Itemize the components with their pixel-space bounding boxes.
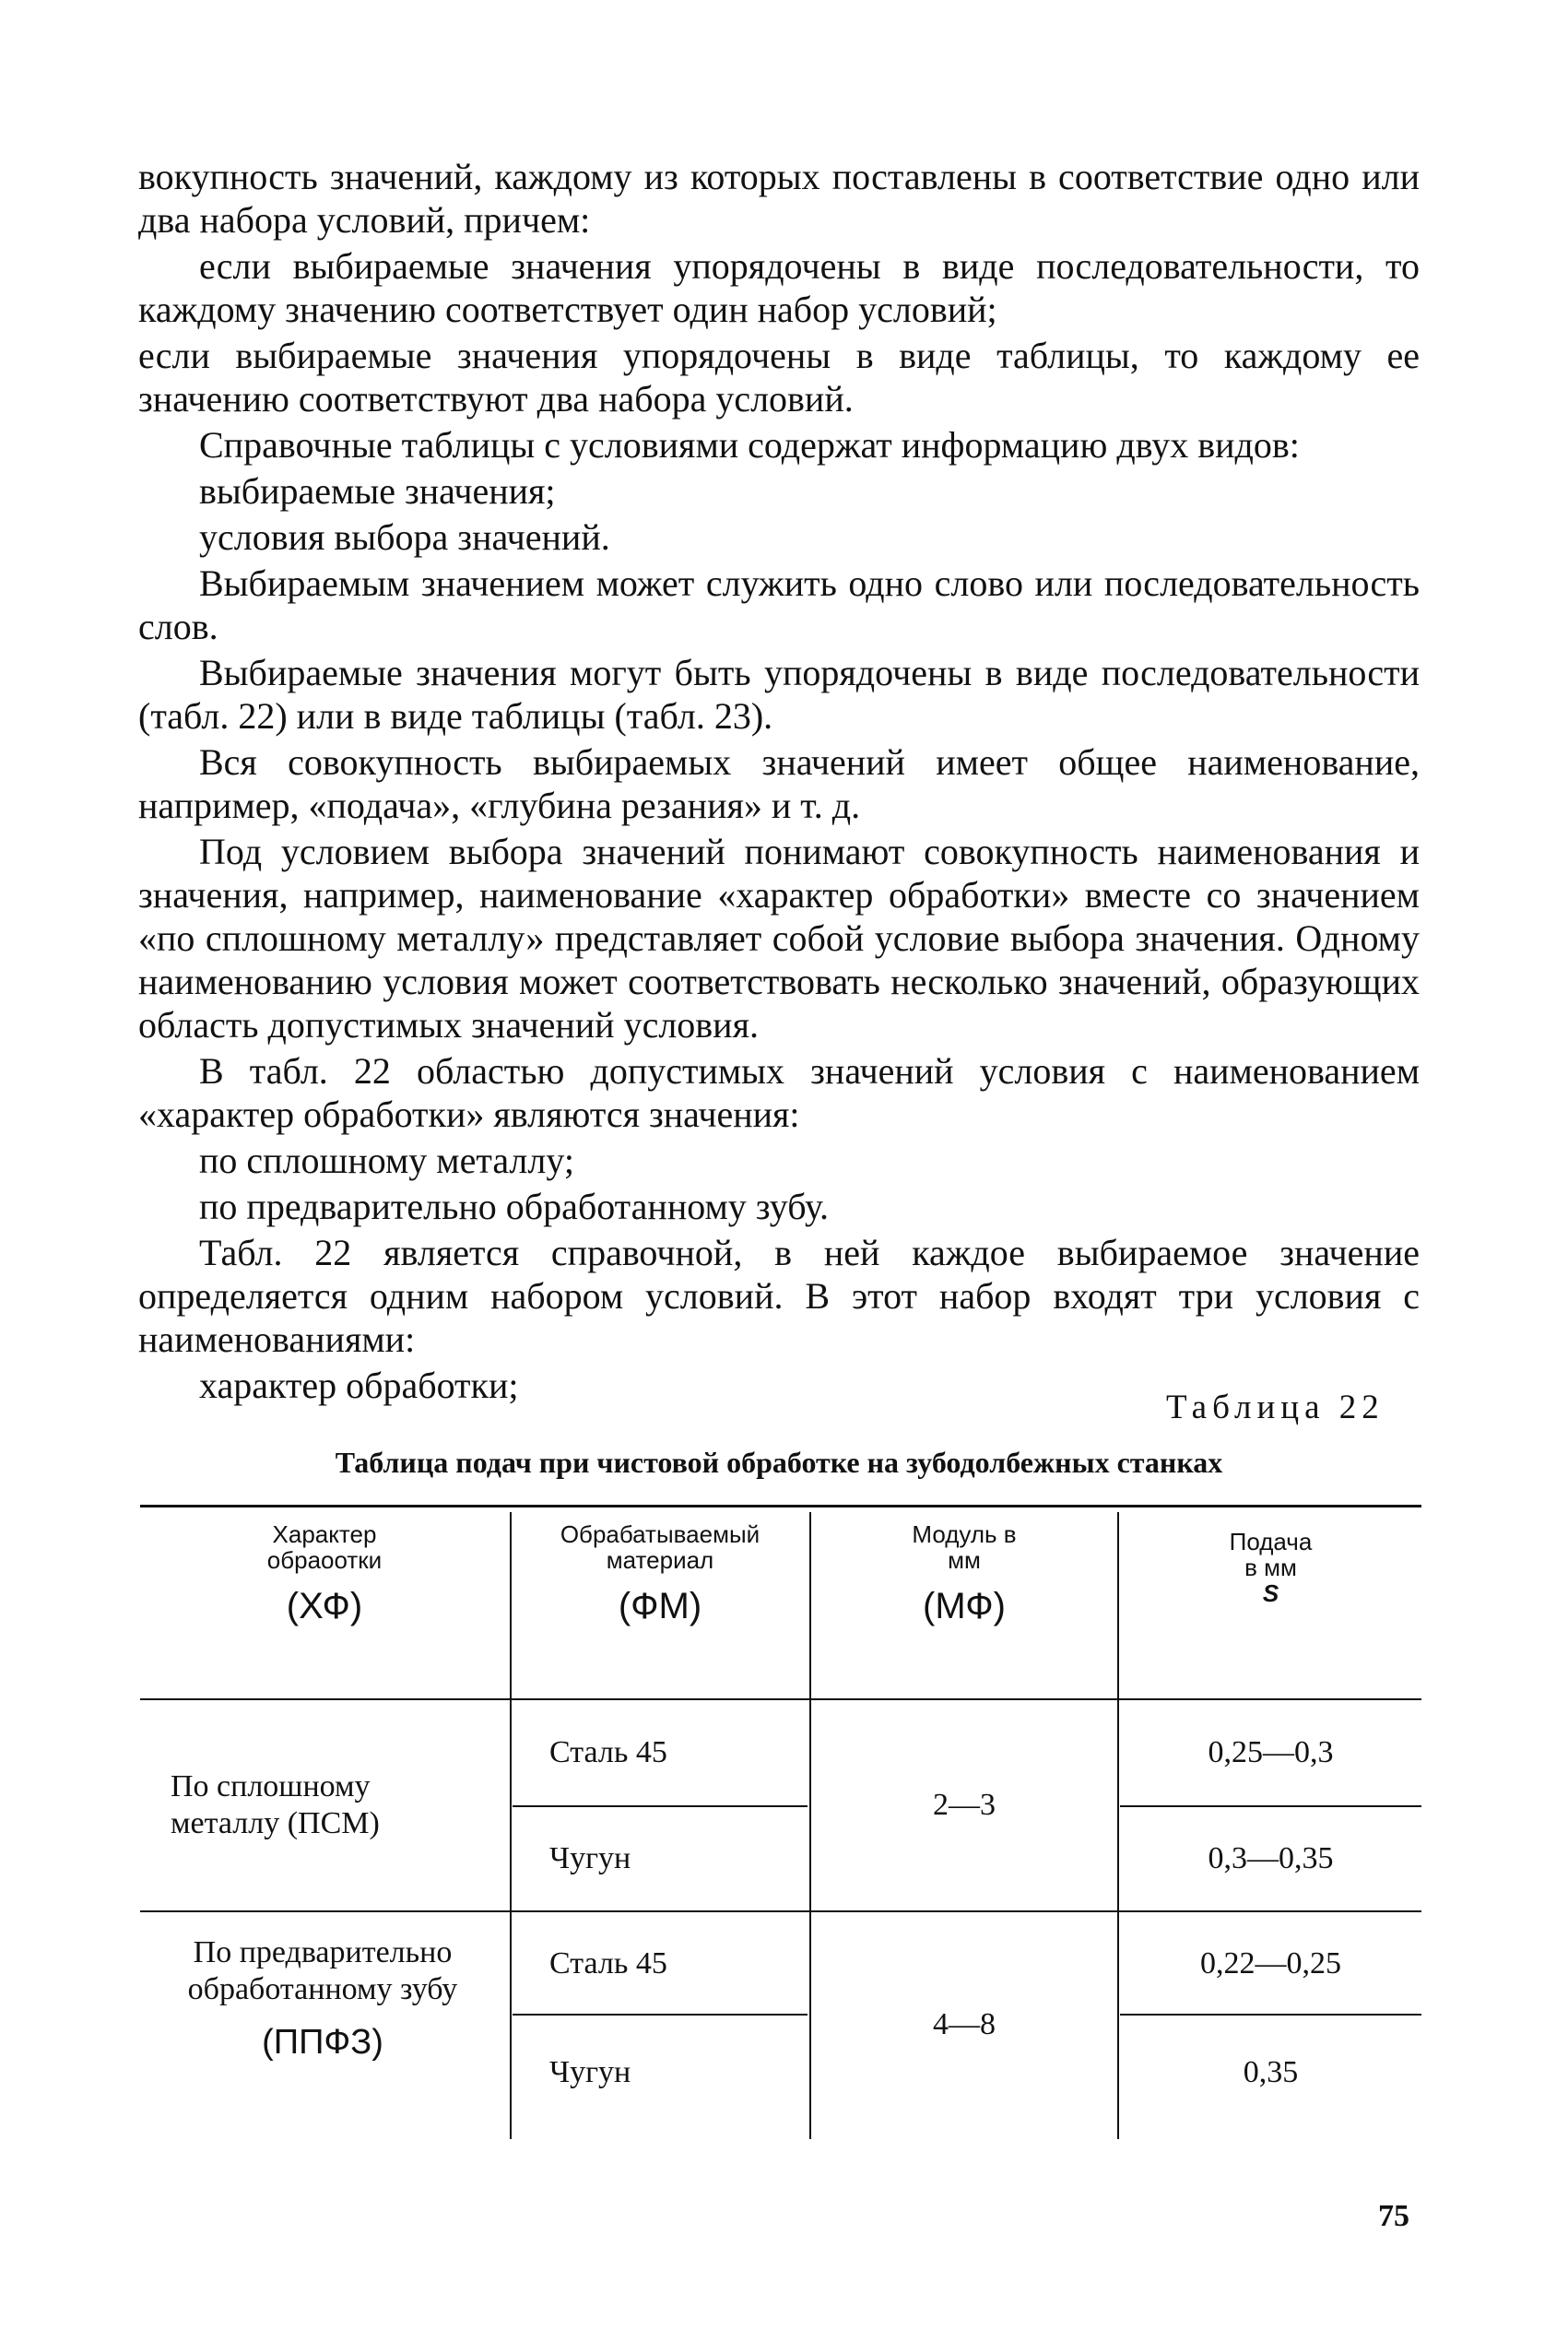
- list-item: по сплошному металлу;: [199, 1140, 574, 1181]
- list-item: условия выбора значений.: [199, 516, 610, 558]
- table-cell-feed: 0,3—0,35: [1208, 1841, 1334, 1875]
- table-cell-feed: 0,25—0,3: [1208, 1735, 1334, 1769]
- list-item: выбираемые значения;: [199, 470, 556, 512]
- paragraph: Справочные таблицы с условиями содержат информацию двух видов:: [199, 424, 1300, 466]
- table-cell-character: По предварительно обработанному зубу (ППФЗ): [187, 1935, 458, 2062]
- table-cell-feed: 0,35: [1243, 2055, 1299, 2089]
- table-sub-rule: [513, 2014, 808, 2016]
- paragraph: Выбираемые значения могут быть упорядочены в виде последовательности (табл. 22) или в виде таблицы (табл. 23).: [138, 652, 1420, 737]
- paragraph: В табл. 22 областью допустимых значений условия с наименованием «характер обработки» являются значения:: [138, 1050, 1420, 1135]
- paragraph: если выбираемые значения упорядочены в виде таблицы, то каждому ее значению соответствуют два набора условий.: [138, 335, 1420, 420]
- column-header-module: Модуль в мм (МФ): [912, 1520, 1017, 1626]
- table-cell-material: Сталь 45: [549, 1946, 667, 1980]
- table-sub-rule: [1120, 2014, 1421, 2016]
- table-group-rule: [140, 1910, 1421, 1912]
- table-sub-rule: [1120, 1805, 1421, 1807]
- paragraph: если выбираемые значения упорядочены в виде последовательности, то каждому значению соответствует один набор условий;: [138, 245, 1420, 330]
- table-cell-character: По сплошному металлу (ПСМ): [171, 1769, 380, 1840]
- table-cell-material: Сталь 45: [549, 1735, 667, 1769]
- paragraph: Вся совокупность выбираемых значений имеет общее наименование, например, «подача», «глубина резания» и т. д.: [138, 741, 1420, 826]
- column-header-feed: Подача в мм S: [1229, 1528, 1313, 1607]
- table-cell-material: Чугун: [549, 2055, 631, 2089]
- table-label: Таблица 22: [1166, 1389, 1385, 1426]
- table-column-rule: [510, 1512, 512, 2139]
- table-column-rule: [1117, 1512, 1119, 2139]
- list-item: характер обработки;: [199, 1365, 519, 1406]
- table-top-rule: [140, 1505, 1421, 1507]
- page-number: 75: [1378, 2199, 1409, 2233]
- table-cell-module: 2—3: [933, 1788, 996, 1822]
- paragraph: Табл. 22 является справочной, в ней каждое выбираемое значение определяется одним набором условий. В этот набор входят три условия с наименованиями:: [138, 1232, 1420, 1360]
- paragraph: Под условием выбора значений понимают совокупность наименования и значения, например, наименование «характер обработки» вместе со значением «по сплошному металлу» представляет собой условие выбора значения. Одному наименованию условия может соответствовать несколько значений, образующих область допустимых значений условия.: [138, 831, 1420, 1046]
- column-header-character: Характер обраоотки (ХФ): [266, 1520, 383, 1626]
- column-header-material: Обрабатываемый материал (ФМ): [560, 1520, 760, 1626]
- paragraph: Выбираемым значением может служить одно слово или последовательность слов.: [138, 562, 1420, 647]
- table-cell-module: 4—8: [933, 2007, 996, 2041]
- table-caption: Таблица подач при чистовой обработке на зубодолбежных станках: [335, 1446, 1223, 1479]
- body-text: [138, 155, 1420, 1410]
- paragraph: вокупность значений, каждому из которых поставлены в соответствие одно или два набора условий, причем:: [138, 156, 1420, 241]
- table-cell-material: Чугун: [549, 1841, 631, 1875]
- list-item: по предварительно обработанному зубу.: [199, 1186, 830, 1227]
- table-sub-rule: [513, 1805, 808, 1807]
- table-cell-feed: 0,22—0,25: [1200, 1946, 1341, 1980]
